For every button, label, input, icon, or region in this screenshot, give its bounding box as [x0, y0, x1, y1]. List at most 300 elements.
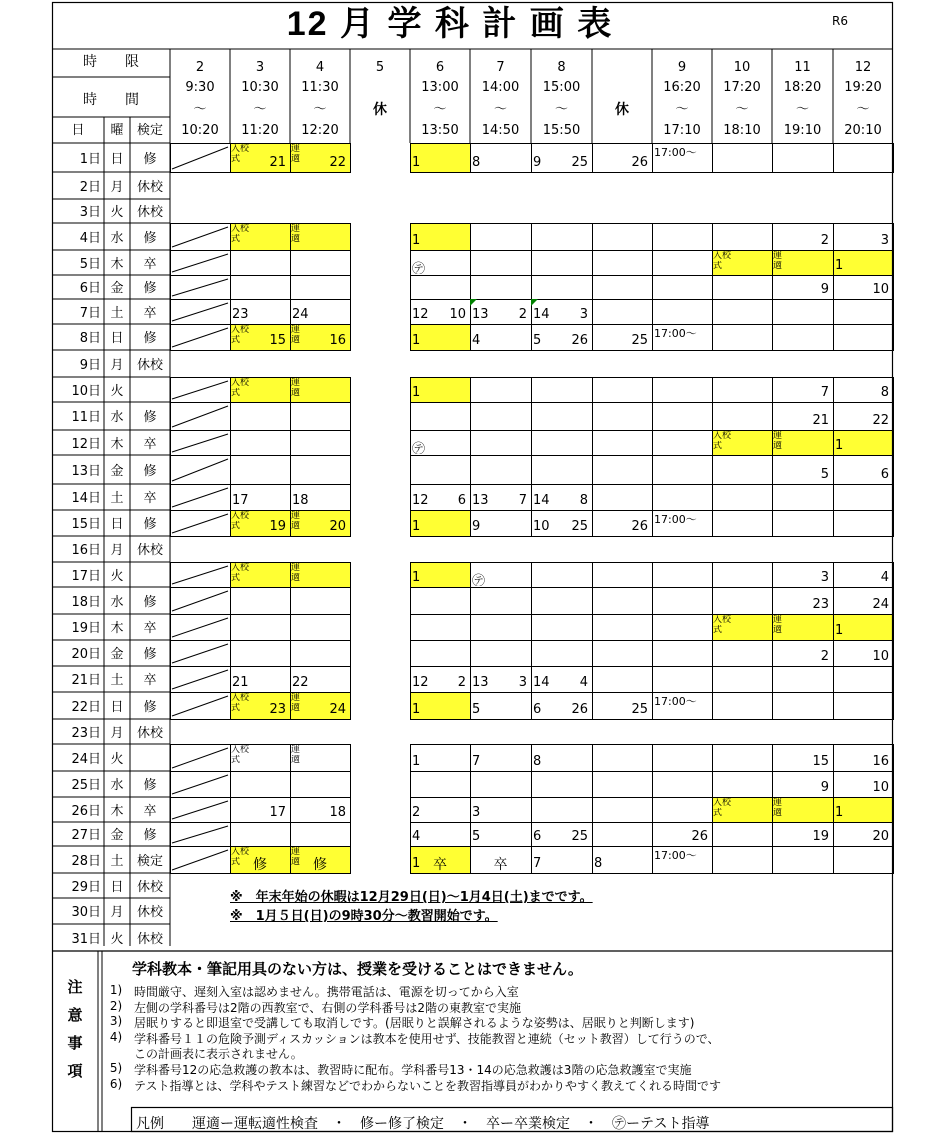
jigen-label: 時 限 [83, 54, 139, 70]
weekday-cell: 日 [110, 517, 124, 532]
cell-border [471, 378, 532, 403]
weekday-cell: 火 [110, 205, 124, 220]
diagonal-slash [172, 254, 228, 272]
subject-number: 5 [472, 829, 481, 844]
cell-border [291, 823, 351, 847]
weekday-cell: 土 [110, 673, 124, 688]
abbr-label: 運 [291, 224, 301, 234]
day-cell: 13日 [71, 464, 101, 479]
cell-border [291, 431, 351, 456]
cell-border [471, 403, 532, 431]
cell-border [171, 563, 231, 588]
cell-border [171, 325, 231, 351]
cell-border [773, 511, 834, 537]
diagonal-slash [172, 566, 228, 584]
notes-side-label: 意 [67, 1006, 83, 1024]
weekday-cell: 金 [110, 281, 124, 296]
cell-border [653, 563, 713, 588]
cell-border [532, 403, 593, 431]
day-cell: 12日 [71, 437, 101, 452]
day-cell: 1日 [79, 152, 101, 167]
cell-border [653, 667, 713, 693]
exam-mark: 修 [313, 857, 327, 872]
cell-border [653, 615, 713, 641]
cell-border [171, 224, 231, 251]
weekday-cell: 金 [110, 464, 124, 479]
kentei-cell: 卒 [143, 673, 157, 688]
cell-border [532, 456, 593, 485]
diagonal-slash [172, 227, 228, 247]
diagonal-slash [172, 303, 228, 321]
cell-border [231, 403, 291, 431]
cell-border [834, 144, 894, 173]
abbr-label: 式 [231, 703, 241, 713]
period-tilde: ～ [795, 102, 809, 116]
subject-number: 13 [472, 307, 489, 322]
day-col-label: 日 [71, 123, 85, 138]
cell-border [231, 276, 291, 300]
abbr-label: 入校 [713, 251, 732, 261]
subject-number: 1 [835, 258, 844, 273]
abbr-label: 入校 [231, 563, 250, 573]
weekday-cell: 水 [110, 778, 124, 793]
subject-number: 8 [472, 155, 481, 170]
subject-number: 10 [872, 282, 889, 297]
day-cell: 29日 [71, 880, 101, 895]
abbr-label: 式 [231, 388, 241, 398]
cell-border [171, 144, 231, 173]
subject-number: 20 [872, 829, 889, 844]
cell-border [713, 378, 773, 403]
cell-border [231, 823, 291, 847]
day-cell: 8日 [79, 331, 101, 346]
subject-number: 16 [872, 754, 889, 769]
subject-number: 16 [329, 333, 346, 348]
holiday-note: ※ 1月５日(日)の9時30分～教習開始です。 [230, 909, 498, 923]
subject-number: 26 [571, 702, 588, 717]
subject-number: 10 [872, 649, 889, 664]
subject-number: 4 [880, 570, 889, 585]
weekday-cell: 月 [110, 726, 124, 741]
subject-number: 26 [631, 155, 648, 170]
abbr-label: 適 [291, 335, 301, 345]
abbr-label: 入校 [231, 144, 250, 154]
exam-mark: 卒 [433, 857, 447, 872]
cell-border [231, 456, 291, 485]
subject-number: 17 [232, 493, 249, 508]
diagonal-slash [172, 279, 228, 296]
subject-number: 9 [820, 780, 829, 795]
cell-border [171, 456, 231, 485]
note-text: テスト指導とは、学科やテスト練習などでわからないことを教習指導員がわかりやすく教えてくれる時間です [134, 1078, 722, 1092]
cell-border [532, 615, 593, 641]
abbr-label: 入校 [231, 378, 250, 388]
subject-number: 21 [812, 413, 829, 428]
cell-border [171, 378, 231, 403]
subject-number: 3 [820, 570, 829, 585]
cell-border [291, 276, 351, 300]
cell-border [593, 641, 653, 667]
cell-border [713, 403, 773, 431]
cell-border [593, 403, 653, 431]
cell-border [713, 224, 773, 251]
abbr-label: 適 [291, 755, 301, 765]
abbr-label: 入校 [713, 798, 732, 808]
subject-number: 6 [457, 493, 466, 508]
weekday-cell: 水 [110, 231, 124, 246]
kentei-cell: 卒 [143, 257, 157, 272]
weekday-cell: 木 [110, 257, 124, 272]
kentei-cell: 修 [143, 152, 157, 167]
kentei-cell: 卒 [143, 437, 157, 452]
period-end-time: 13:50 [421, 123, 459, 138]
cell-border [471, 588, 532, 615]
abbr-label: 入校 [231, 693, 250, 703]
note-text: 学科番号１１の危険予測ディスカッションは教本を使用せず、技能教習と連続（セット教習）して行うので、 [134, 1031, 720, 1045]
subject-number: 9 [472, 519, 481, 534]
cell-border [532, 563, 593, 588]
subject-number: 26 [631, 519, 648, 534]
subject-number: 14 [533, 493, 550, 508]
cell-border [593, 300, 653, 325]
diagonal-slash [172, 644, 228, 663]
abbr-label: 式 [231, 755, 241, 765]
subject-number: 6 [533, 829, 542, 844]
subject-number: 15 [812, 754, 829, 769]
cell-border [593, 224, 653, 251]
subject-number: 3 [579, 307, 588, 322]
abbr-label: 式 [713, 261, 723, 271]
cell-border [773, 847, 834, 874]
abbr-label: 入校 [713, 615, 732, 625]
abbr-label: 入校 [231, 325, 250, 335]
weekday-cell: 金 [110, 647, 124, 662]
cell-border [653, 300, 713, 325]
cell-border [411, 641, 471, 667]
cell-border [653, 378, 713, 403]
subject-number: 12 [412, 675, 429, 690]
day-cell: 20日 [71, 647, 101, 662]
start-time-note: 17:00～ [654, 695, 697, 708]
day-cell: 17日 [71, 569, 101, 584]
cell-border [471, 431, 532, 456]
cell-border [593, 798, 653, 823]
exam-mark: 卒 [493, 857, 508, 872]
abbr-label: 適 [291, 154, 301, 164]
day-cell: 30日 [71, 905, 101, 920]
cell-border [713, 641, 773, 667]
diagonal-slash [172, 488, 228, 507]
cell-border [231, 251, 291, 276]
subject-number: 1 [835, 805, 844, 820]
abbr-label: 式 [231, 573, 241, 583]
cell-border [713, 325, 773, 351]
abbr-label: 運 [773, 431, 783, 441]
cell-border [171, 511, 231, 537]
kentei-cell: 検定 [136, 854, 163, 869]
subject-number: 1 [835, 623, 844, 638]
cell-border [411, 403, 471, 431]
cell-border [713, 144, 773, 173]
day-cell: 19日 [71, 621, 101, 636]
weekday-cell: 日 [110, 880, 124, 895]
day-cell: 15日 [71, 517, 101, 532]
kentei-cell: 卒 [143, 621, 157, 636]
subject-number: 23 [269, 702, 286, 717]
period-tilde: ～ [675, 102, 689, 116]
subject-number: 22 [292, 675, 309, 690]
cell-border [713, 667, 773, 693]
notes-headline: 学科教本・筆記用具のない方は、授業を受けることはできません。 [132, 960, 583, 978]
cell-border [773, 325, 834, 351]
abbr-label: 運 [291, 847, 301, 857]
cell-border [653, 403, 713, 431]
comment-marker-icon [531, 299, 538, 306]
subject-number: 25 [631, 702, 648, 717]
cell-border [713, 276, 773, 300]
abbr-label: 運 [291, 745, 301, 755]
cell-border [834, 511, 894, 537]
subject-number: 20 [329, 519, 346, 534]
cell-border [171, 485, 231, 511]
weekday-cell: 木 [110, 437, 124, 452]
diagonal-slash [172, 591, 228, 611]
weekday-cell: 月 [110, 180, 124, 195]
subject-number: 13 [472, 493, 489, 508]
cell-border [713, 563, 773, 588]
period-number: 12 [854, 60, 872, 75]
diagonal-slash [172, 381, 228, 399]
cell-border [713, 847, 773, 874]
kentei-cell: 修 [143, 595, 157, 610]
cell-border [713, 772, 773, 798]
subject-number: 1 [412, 233, 421, 248]
cell-border [171, 276, 231, 300]
legend: 凡例 運適ー運転適性検査 ・ 修ー修了検定 ・ 卒ー卒業検定 ・ ㋢ーテスト指導 [136, 1116, 710, 1132]
cell-border [834, 693, 894, 720]
cell-border [171, 667, 231, 693]
cell-border [171, 300, 231, 325]
subject-number: 1 [412, 702, 421, 717]
cell-border [411, 276, 471, 300]
subject-number: 17 [269, 805, 286, 820]
cell-border [291, 403, 351, 431]
subject-number: 2 [820, 233, 829, 248]
period-end-time: 19:10 [783, 123, 822, 138]
note-number: 2) [109, 998, 123, 1013]
day-cell: 16日 [71, 543, 101, 558]
cell-border [532, 251, 593, 276]
abbr-label: 適 [291, 234, 301, 244]
kentei-cell: 休校 [136, 358, 163, 373]
subject-number: 25 [571, 519, 588, 534]
abbr-label: 運 [291, 144, 301, 154]
cell-border [834, 325, 894, 351]
abbr-label: 適 [291, 573, 301, 583]
subject-number: 22 [872, 413, 889, 428]
diagonal-slash [172, 147, 228, 169]
kentei-cell: 修 [143, 828, 157, 843]
cell-border [713, 456, 773, 485]
weekday-cell: 水 [110, 410, 124, 425]
abbr-label: 適 [773, 441, 783, 451]
note-number: 4) [109, 1029, 123, 1044]
cell-border [291, 456, 351, 485]
subject-number: 2 [457, 675, 466, 690]
subject-number: 24 [872, 597, 889, 612]
kentei-cell: 卒 [143, 804, 157, 819]
note-text: 時間厳守、遅刻入室は認めません。携帯電話は、電源を切ってから入室 [134, 985, 519, 998]
note-number: 6) [109, 1076, 123, 1091]
weekday-cell: 日 [110, 152, 124, 167]
cell-border [291, 251, 351, 276]
cell-border [773, 667, 834, 693]
cell-border [231, 615, 291, 641]
day-cell: 2日 [79, 180, 101, 195]
abbr-label: 運 [773, 798, 783, 808]
period-tilde: ～ [193, 102, 207, 116]
comment-marker-icon [470, 299, 477, 306]
cell-border [593, 745, 653, 772]
cell-border [653, 431, 713, 456]
cell-border [653, 641, 713, 667]
cell-border [231, 641, 291, 667]
subject-number: 18 [329, 805, 346, 820]
page-title: 12 月 学 科 計 画 表 [286, 5, 614, 42]
subject-number: 12 [412, 307, 429, 322]
cell-border [532, 276, 593, 300]
kentei-cell: 休校 [136, 932, 163, 947]
note-number: 1) [109, 983, 123, 997]
cell-border [532, 798, 593, 823]
period-start-time: 17:20 [723, 80, 761, 95]
period-end-time: 12:20 [301, 123, 339, 138]
cell-border [171, 798, 231, 823]
period-end-time: 10:20 [181, 123, 219, 138]
cell-border [713, 693, 773, 720]
subject-number: 22 [329, 155, 346, 170]
cell-border [411, 772, 471, 798]
subject-number: 7 [518, 493, 527, 508]
subject-number: 7 [533, 856, 542, 871]
cell-border [773, 485, 834, 511]
period-start-time: 16:20 [663, 80, 701, 95]
abbr-label: 式 [713, 808, 723, 818]
abbr-label: 式 [713, 441, 723, 451]
subject-number: 14 [533, 675, 550, 690]
subject-number: 5 [820, 467, 829, 482]
cell-border [834, 847, 894, 874]
abbr-label: 適 [773, 261, 783, 271]
period-tilde: ～ [253, 102, 267, 116]
period-start-time: 13:00 [421, 80, 459, 95]
day-cell: 11日 [71, 410, 101, 425]
weekday-cell: 月 [110, 543, 124, 558]
cell-border [171, 431, 231, 456]
cell-border [593, 485, 653, 511]
note-number: 3) [109, 1014, 123, 1029]
period-start-time: 11:30 [301, 80, 339, 95]
kentei-cell: 修 [143, 778, 157, 793]
note-text: この計画表に表示されません。 [134, 1047, 303, 1061]
cell-border [773, 144, 834, 173]
diagonal-slash [172, 670, 228, 689]
weekday-cell: 土 [110, 491, 124, 506]
day-cell: 9日 [79, 358, 101, 373]
subject-number: 19 [812, 829, 829, 844]
subject-number: 1 [412, 856, 421, 871]
period-number: 6 [435, 60, 445, 75]
subject-number: 6 [880, 467, 889, 482]
abbr-label: 入校 [713, 431, 732, 441]
period-tilde: ～ [856, 102, 870, 116]
day-cell: 22日 [71, 700, 101, 715]
cell-border [653, 276, 713, 300]
period-tilde: ～ [554, 102, 568, 116]
subject-number: 21 [269, 155, 286, 170]
cell-border [593, 772, 653, 798]
kentei-cell: 修 [143, 281, 157, 296]
weekday-cell: 火 [110, 752, 124, 767]
cell-border [471, 615, 532, 641]
subject-number: 10 [872, 780, 889, 795]
weekday-cell: 月 [110, 905, 124, 920]
diagonal-slash [172, 434, 228, 452]
cell-border [834, 667, 894, 693]
subject-number: 18 [292, 493, 309, 508]
period-start-time: 9:30 [185, 80, 215, 95]
abbr-label: 運 [773, 251, 783, 261]
day-cell: 6日 [79, 281, 101, 296]
cell-border [593, 667, 653, 693]
period-number: 2 [195, 60, 205, 75]
cell-border [713, 745, 773, 772]
cell-border [411, 456, 471, 485]
abbr-label: 運 [291, 693, 301, 703]
day-cell: 7日 [79, 306, 101, 321]
abbr-label: 式 [231, 857, 241, 867]
cell-border [532, 431, 593, 456]
cell-border [713, 511, 773, 537]
cell-border [231, 588, 291, 615]
subject-number: 3 [518, 675, 527, 690]
weekday-cell: 火 [110, 932, 124, 947]
diagonal-slash [172, 826, 228, 843]
cell-border [532, 588, 593, 615]
diagonal-slash [172, 406, 228, 427]
cell-border [171, 588, 231, 615]
subject-number: 7 [472, 754, 481, 769]
subject-number: 14 [533, 307, 550, 322]
day-cell: 28日 [71, 854, 101, 869]
cell-border [653, 224, 713, 251]
period-tilde: ～ [313, 102, 327, 116]
subject-number: 19 [269, 519, 286, 534]
subject-number: 24 [329, 702, 346, 717]
cell-border [773, 693, 834, 720]
cell-border [834, 300, 894, 325]
diagonal-slash [172, 328, 228, 347]
period-start-time: 15:00 [542, 80, 581, 95]
cell-border [471, 772, 532, 798]
cell-border [713, 823, 773, 847]
subject-number: 1 [412, 333, 421, 348]
subject-number: 23 [812, 597, 829, 612]
subject-number: 5 [472, 702, 481, 717]
cell-border [171, 745, 231, 772]
day-cell: 31日 [71, 932, 101, 947]
subject-number: 1 [412, 519, 421, 534]
